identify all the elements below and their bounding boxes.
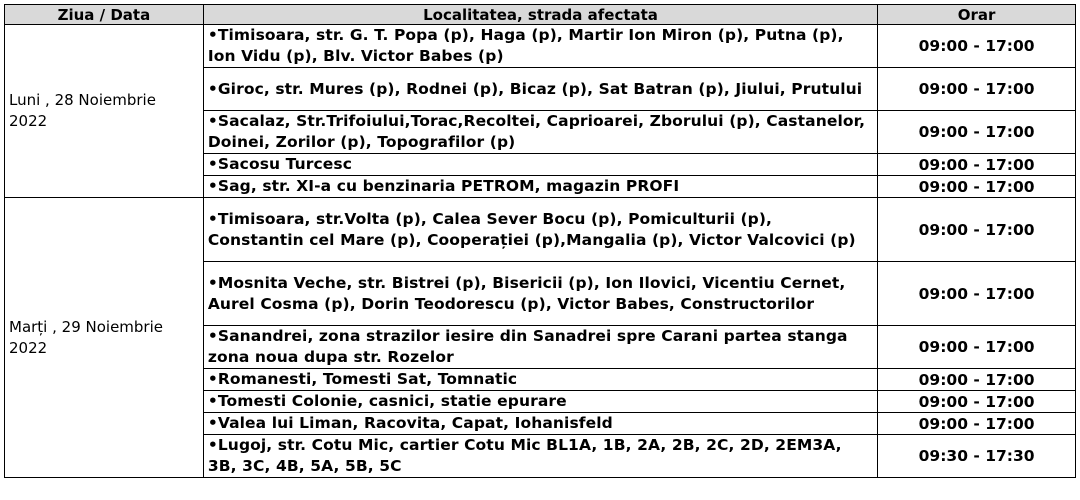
time-cell: 09:00 - 17:00 bbox=[878, 111, 1076, 154]
time-cell: 09:00 - 17:00 bbox=[878, 176, 1076, 198]
time-cell: 09:00 - 17:00 bbox=[878, 198, 1076, 262]
location-cell: •Sacalaz, Str.Trifoiului,Torac,Recoltei, Caprioarei, Zborului (p), Castanelor, Doinei, Zorilor (p), Topografilor (p) bbox=[203, 111, 877, 154]
location-cell: •Lugoj, str. Cotu Mic, cartier Cotu Mic BL1A, 1B, 2A, 2B, 2C, 2D, 2EM3A, 3B, 3C, 4B, 5A, 5B, 5C bbox=[203, 435, 877, 478]
header-date: Ziua / Data bbox=[5, 5, 204, 25]
header-location: Localitatea, strada afectata bbox=[203, 5, 877, 25]
outage-schedule-table bbox=[4, 4, 1076, 478]
header-schedule: Orar bbox=[878, 5, 1076, 25]
date-cell bbox=[5, 25, 204, 198]
time-cell: 09:00 - 17:00 bbox=[878, 413, 1076, 435]
time-cell: 09:00 - 17:00 bbox=[878, 262, 1076, 326]
location-cell: •Sag, str. XI-a cu benzinaria PETROM, magazin PROFI bbox=[203, 176, 877, 198]
table-row bbox=[5, 198, 1076, 262]
location-cell: •Timisoara, str.Volta (p), Calea Sever Bocu (p), Pomiculturii (p), Constantin cel Mare (p), Cooperației (p),Mangalia (p), Victor Valcovici (p) bbox=[203, 198, 877, 262]
table-row bbox=[5, 25, 1076, 68]
time-cell: 09:00 - 17:00 bbox=[878, 68, 1076, 111]
time-cell: 09:00 - 17:00 bbox=[878, 326, 1076, 369]
location-cell: •Giroc, str. Mures (p), Rodnei (p), Bicaz (p), Sat Batran (p), Jiului, Prutului bbox=[203, 68, 877, 111]
table-header-row bbox=[5, 5, 1076, 25]
location-cell: •Sacosu Turcesc bbox=[203, 154, 877, 176]
location-cell: •Timisoara, str. G. T. Popa (p), Haga (p), Martir Ion Miron (p), Putna (p), Ion Vidu (p), Blv. Victor Babes (p) bbox=[203, 25, 877, 68]
location-cell: •Tomesti Colonie, casnici, statie epurare bbox=[203, 391, 877, 413]
location-cell: •Sanandrei, zona strazilor iesire din Sanadrei spre Carani partea stanga zona noua dupa str. Rozelor bbox=[203, 326, 877, 369]
time-cell: 09:00 - 17:00 bbox=[878, 391, 1076, 413]
time-cell: 09:00 - 17:00 bbox=[878, 369, 1076, 391]
date-year: 2022 bbox=[9, 338, 48, 357]
location-cell: •Romanesti, Tomesti Sat, Tomnatic bbox=[203, 369, 877, 391]
date-year: 2022 bbox=[9, 112, 48, 130]
date-cell bbox=[5, 198, 204, 478]
time-cell: 09:00 - 17:00 bbox=[878, 154, 1076, 176]
location-cell: •Valea lui Liman, Racovita, Capat, Iohanisfeld bbox=[203, 413, 877, 435]
time-cell: 09:30 - 17:30 bbox=[878, 435, 1076, 478]
location-cell: •Mosnita Veche, str. Bistrei (p), Bisericii (p), Ion Ilovici, Vicentiu Cernet, Aurel Cosma (p), Dorin Teodorescu (p), Victor Babes, Constructorilor bbox=[203, 262, 877, 326]
date-line: Luni , 28 Noiembrie bbox=[9, 91, 156, 109]
time-cell: 09:00 - 17:00 bbox=[878, 25, 1076, 68]
date-line: Marți , 29 Noiembrie bbox=[9, 317, 163, 336]
